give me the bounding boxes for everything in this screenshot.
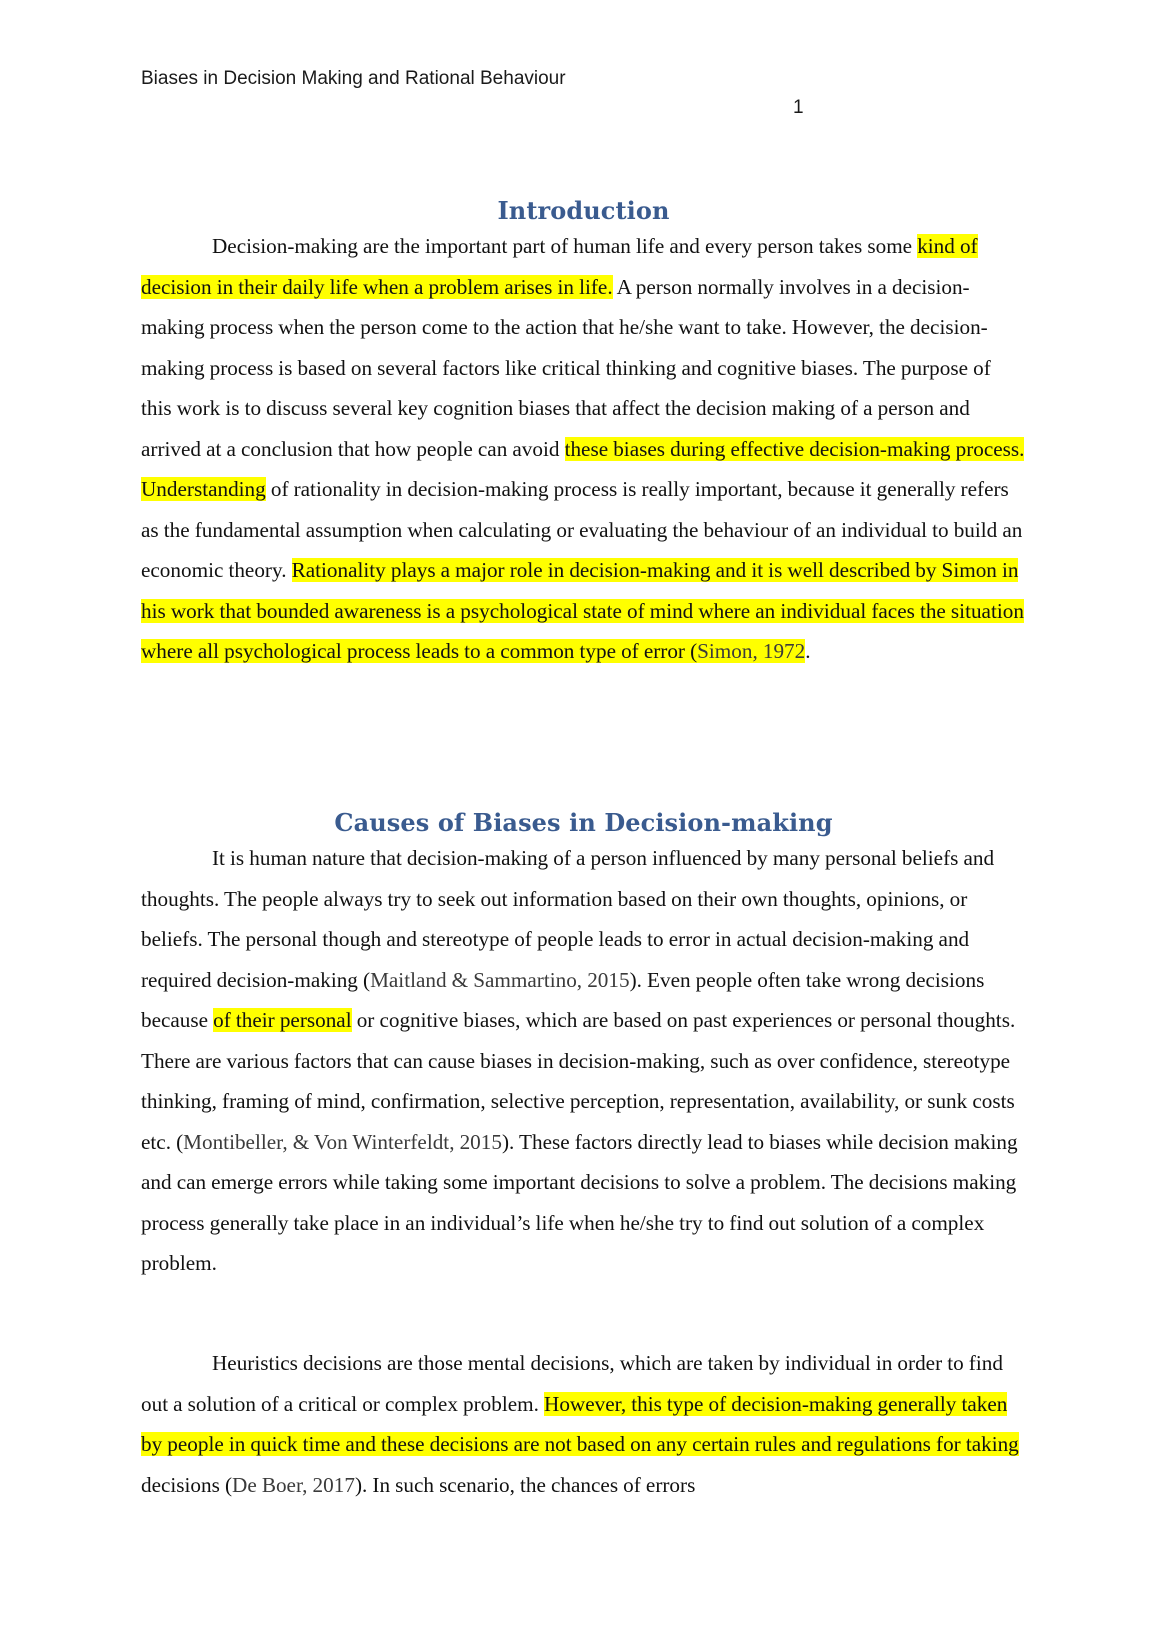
text-run: A person normally involves in a decision-making process when the person come to the action that he/she want to take. However, the decision-making process is based on several factors like critical thinking and cognitive biases. The purpose of this work is to discuss several key cognition biases that affect the decision making of a person and arrived at a conclusion that how people can avoid bbox=[141, 274, 991, 461]
section-heading-causes: Causes of Biases in Decision-making bbox=[334, 808, 833, 837]
highlighted-text: However, this type of decision-making generally taken by people in quick time and these decisions are not based on any certain rules and regulations for taking bbox=[141, 1391, 1019, 1456]
text-run: It is human nature that decision-making of a person influenced by many personal beliefs and thoughts. The people always try to seek out information based on their own thoughts, opinions, or beliefs. The personal though and stereotype of people leads to error in actual decision-making and required decision-making ( bbox=[141, 846, 995, 992]
citation-maitland: Maitland & Sammartino, 2015 bbox=[370, 967, 630, 992]
introduction-paragraph bbox=[141, 226, 1026, 672]
text-run: ). Even people often take wrong decisions because bbox=[141, 967, 985, 1032]
highlighted-text: these biases during effective decision-making process. Understanding bbox=[141, 436, 1025, 501]
running-header: Biases in Decision Making and Rational Behaviour bbox=[141, 68, 566, 89]
text-run: or cognitive biases, which are based on past experiences or personal thoughts. There are various factors that can cause biases in decision-making, such as over confidence, stereotype thinking, framing of mind, confirmation, selective perception, representation, availability, or sunk costs etc. ( bbox=[141, 1008, 1016, 1154]
section-heading-introduction: Introduction bbox=[497, 196, 670, 225]
citation-de-boer: De Boer, 2017 bbox=[232, 1472, 355, 1497]
text-run: of rationality in decision-making process is really important, because it generally refers as the fundamental assumption when calculating or evaluating the behaviour of an individual to build an economic theory. bbox=[141, 477, 1023, 582]
text-run: Heuristics decisions are those mental decisions, which are taken by individual in order to find out a solution of a critical or complex problem. bbox=[141, 1351, 1003, 1416]
citation-montibeller: Montibeller, & Von Winterfeldt, 2015 bbox=[183, 1129, 502, 1154]
text-run: ). In such scenario, the chances of errors bbox=[354, 1472, 696, 1497]
highlighted-text: kind of decision in their daily life when a problem arises in life. bbox=[141, 234, 978, 299]
highlighted-text: of their personal bbox=[213, 1008, 352, 1032]
text-run: decisions ( bbox=[141, 1472, 233, 1497]
causes-paragraph-2 bbox=[141, 1343, 1026, 1505]
text-run: . bbox=[805, 639, 811, 663]
highlighted-text: Rationality plays a major role in decision-making and it is well described by Simon in his work that bounded awareness is a psychological state of mind where an individual faces the situation where all psychological process leads to a common type of error ( bbox=[141, 558, 1024, 663]
causes-paragraph-1 bbox=[141, 838, 1026, 1284]
page-number: 1 bbox=[793, 97, 804, 118]
text-run: Decision-making are the important part of human life and every person takes some bbox=[212, 234, 918, 258]
text-run: ). These factors directly lead to biases while decision making and can emerge errors while taking some important decisions to solve a problem. The decisions making process generally take place in an individual’s life when he/she try to find out solution of a complex problem. bbox=[141, 1129, 1018, 1275]
citation-simon: Simon, 1972 bbox=[697, 639, 806, 663]
